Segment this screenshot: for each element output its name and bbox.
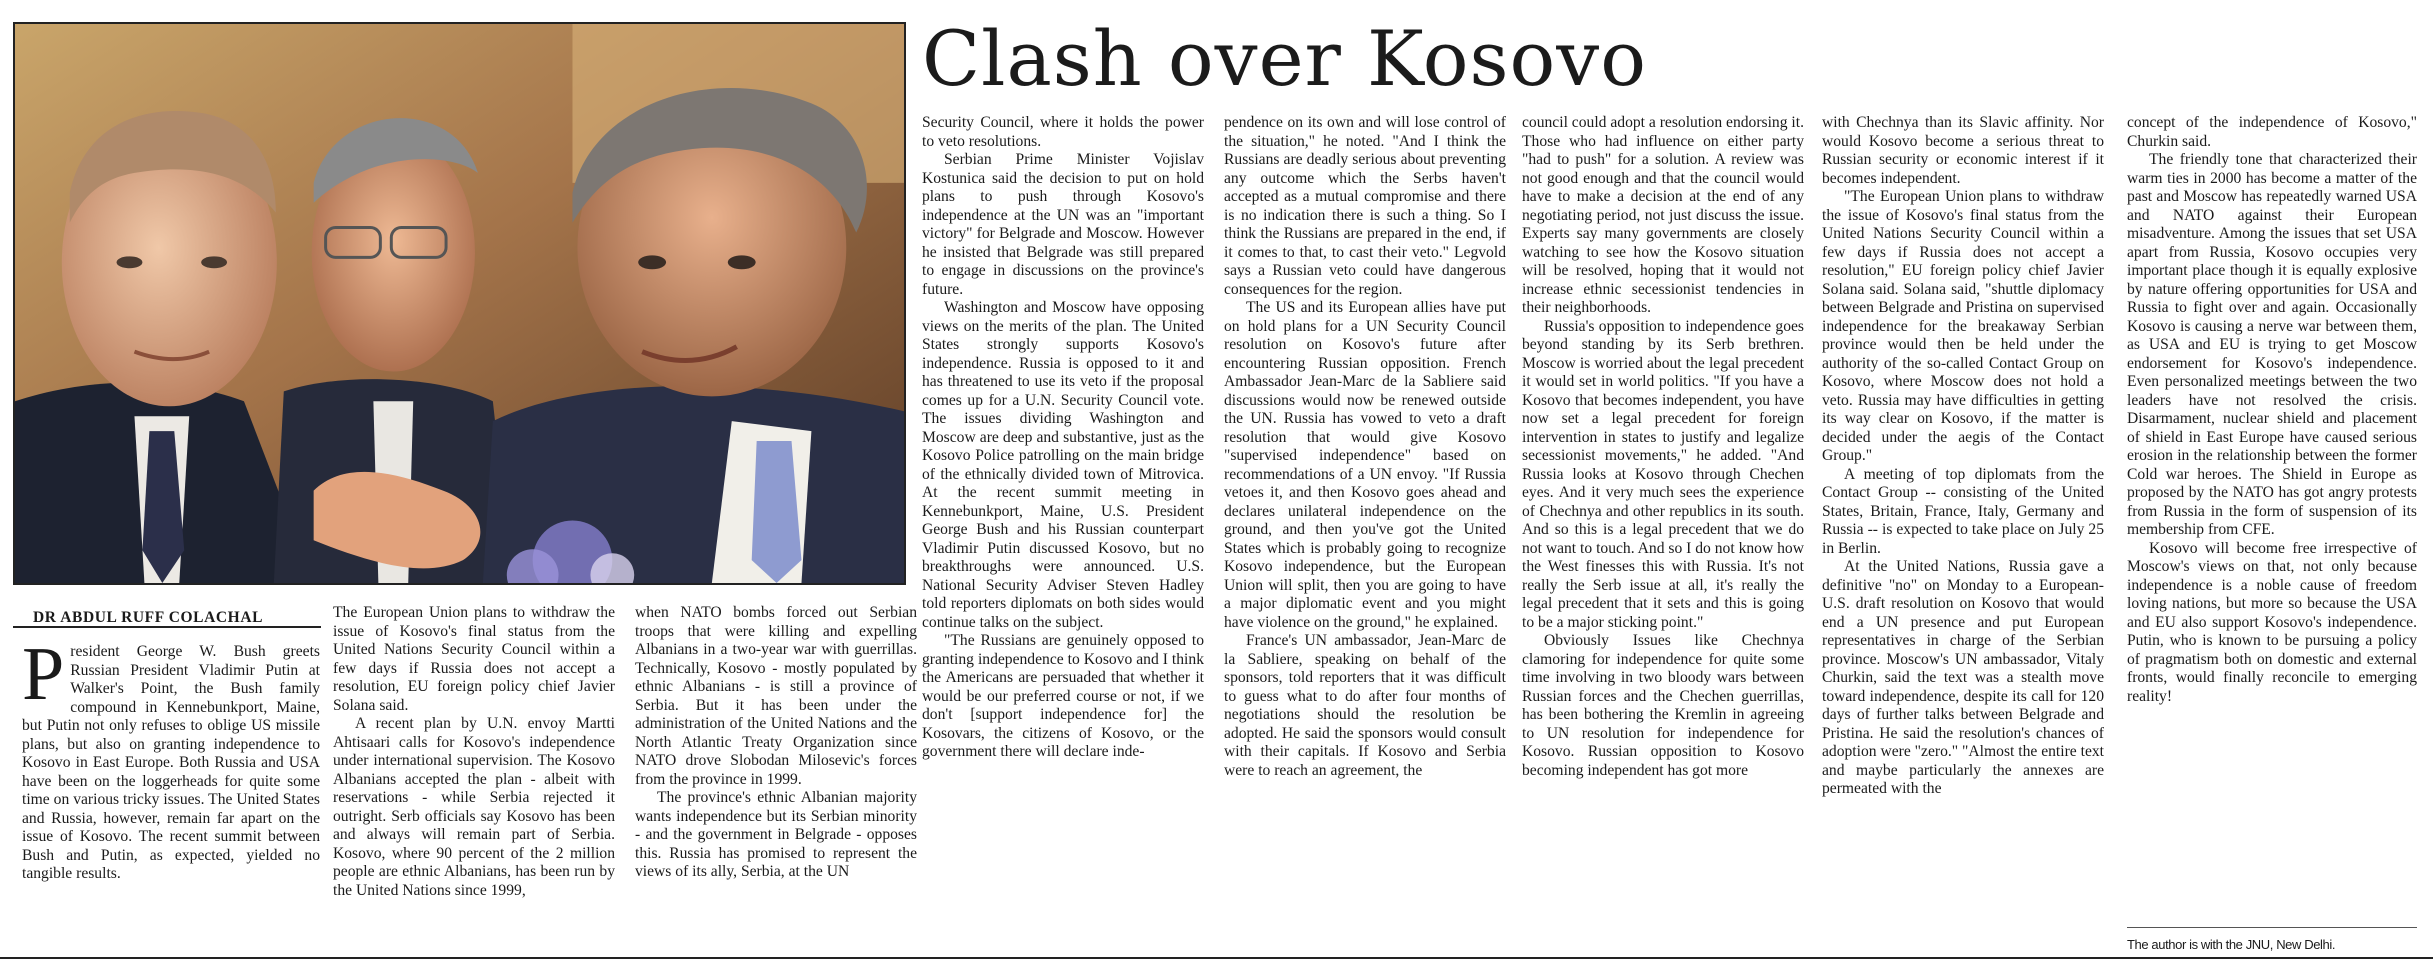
- paragraph: "The European Union plans to withdraw the issue of Kosovo's final status from the United Nations Security Council within a few days if Russia does not accept a resolution," EU foreign policy chief Javier Solana said. Solana said, "shuttle diplomacy between Belgrade and Pristina on supervised independence for the breakaway Serbian province would then be held under the authority of the so-called Contact Group on Kosovo, where Moscow does not hold a veto. Russia may have difficulties in getting its way clear on Kosovo, if the matter is decided under the aegis of the Contact Group.": [1822, 188, 2104, 464]
- drop-cap: P: [22, 632, 65, 716]
- byline: DR ABDUL RUFF COLACHAL: [33, 609, 264, 626]
- paragraph: A meeting of top diplomats from the Contact Group -- consisting of the United States, Britain, France, Italy, Germany and Russia -- is expected to take place on July 25 in Berlin.: [1822, 465, 2104, 557]
- paragraph: Obviously Issues like Chechnya clamoring for independence for quite some time involving in two bloody wars between Russian forces and the Chechen guerrillas, has been bothering the Kremlin in agreeing to UN resolution for independence for Kosovo. Russian opposition to Kosovo becoming independent has got more: [1522, 632, 1804, 779]
- column-7: [1822, 0, 2104, 966]
- column-3: [635, 0, 917, 966]
- paragraph: Serbian Prime Minister Vojislav Kostunica said the decision to put on hold plans to push through Kosovo's independence at the UN was an "important victory" for Belgrade and Moscow. However he insisted that Belgrade was still prepared to engage in discussions on the province's future.: [922, 151, 1204, 298]
- paragraph: Russia's opposition to independence goes beyond standing by its Serb brethren. Moscow is worried about the legal precedent it would set in world politics. "If you have a Kosovo that becomes independent, you have now set a legal precedent for foreign intervention in states to justify and legalize secessionist movements," he added. "And Russia looks at Kosovo through Chechen eyes. And it very much sees the experience of Chechnya and other republics in its south. And so this is a legal precedent that we do not want to touch. And so I do not know how the West finesses this with Russia. It's not really the Serb issue at all, it's really the legal precedent that it sets and this is going to be a major sticking point.": [1522, 317, 1804, 631]
- paragraph: Washington and Moscow have opposing views on the merits of the plan. The United States strongly supports Kosovo's independence. Russia is opposed to it and has threatened to use its veto if the proposal comes up for a U.N. Security Council vote. The issues dividing Washington and Moscow are deep and substantive, just as the Kosovo Police patrolling on the main bridge of the ethnically divided town of Mitrovica. At the recent summit meeting in Kennebunkport, Maine, U.S. President George Bush and his Russian counterpart Vladimir Putin discussed Kosovo, but no breakthroughs were announced. U.S. National Security Adviser Steven Hadley told reporters diplomats on both sides would continue talks on the subject.: [922, 299, 1204, 631]
- paragraph: pendence on its own and will lose control of the situation," he noted. "And I think the Russians are deadly serious about preventing any outcome which the Serbs haven't accepted as a mutual compromise and there is no indication there is such a thing. So I think the Russians are prepared in the end, if it comes to that, to cast their veto." Legvold says a Russian veto could have dangerous consequences for the region.: [1224, 114, 1506, 298]
- paragraph: concept of the independence of Kosovo," Churkin said.: [2127, 114, 2417, 150]
- paragraph: when NATO bombs forced out Serbian troops that were killing and expelling Albanians in a two-year war with guerrillas. Technically, Kosovo - mostly populated by ethnic Albanians - is still a province of Serbia. But it has been under the administration of the United Nations and the North Atlantic Treaty Organization since NATO drove Slobodan Milosevic's forces from the province in 1999.: [635, 604, 917, 788]
- column-5: [1224, 0, 1506, 966]
- author-note: The author is with the JNU, New Delhi.: [2127, 937, 2336, 952]
- paragraph: The US and its European allies have put on hold plans for a UN Security Council resolution on Kosovo's future after encountering Russian opposition. French Ambassador Jean-Marc de la Sabliere said discussions would now be renewed outside the UN. Russia has vowed to veto a draft resolution that would give Kosovo "supervised independence" based on recommendations of a UN envoy. "If Russia vetoes it, and then Kosovo goes ahead and declares unilateral independence on the ground, and then you've got the United States which is probably going to recognize Kosovo independence, but the European Union will split, then you are going to have a major diplomatic event and you might have violence on the ground," he explained.: [1224, 299, 1506, 631]
- paragraph: At the United Nations, Russia gave a definitive "no" on Monday to a European-U.S. draft resolution on Kosovo that would end a UN presence and put European representatives in charge of the Serbian province. Moscow's UN ambassador, Vitaly Churkin, said the text was a stealth move toward independence, despite its call for 120 days of further talks between Belgrade and Pristina. He said the resolution's chances of adoption were "zero." "Almost the entire text and maybe particularly the annexes are permeated with the: [1822, 558, 2104, 797]
- paragraph: The province's ethnic Albanian majority wants independence but its Serbian minority - and the government in Belgrade - opposes this. Russia has promised to represent the views of its ally, Serbia, at the UN: [635, 789, 917, 880]
- column-1: [22, 0, 320, 966]
- lead-text: resident George W. Bush greets Russian President Vladimir Putin at Walker's Point, the Bush family compound in Kennebunkport, Maine, but Putin not only refuses to oblige US missile plans, but also on granting independence to Kosovo in East Europe. Both Russia and USA have been on the loggerheads for quite some time on various tricky issues. The United States and Russia, however, remain far apart on the issue of Kosovo. The recent summit between Bush and Putin, as expected, yielded no tangible results.: [22, 643, 320, 882]
- column-4: [922, 0, 1204, 966]
- paragraph: with Chechnya than its Slavic affinity. Nor would Kosovo become a serious threat to Russian security or economic interest if it becomes independent.: [1822, 114, 2104, 187]
- lead-paragraph: [22, 632, 320, 884]
- paragraph: council could adopt a resolution endorsing it. Those who had influence on either party "had to push" for a solution. A review was not good enough and that the council would have to make a decision at the end of any negotiating period, not just discuss the issue. Experts say many governments are closely watching to see how the Kosovo situation will be resolved, hoping that it would not increase ethnic secessionist tendencies in their neighborhoods.: [1522, 114, 1804, 316]
- column-6: [1522, 0, 1804, 966]
- paragraph: France's UN ambassador, Jean-Marc de la Sabliere, speaking on behalf of the sponsors, told reporters that it was difficult to guess what to do after four months of negotiations should the resolution be adopted. He said the sponsors would consult with their capitals. If Kosovo and Serbia were to reach an agreement, the: [1224, 632, 1506, 779]
- paragraph: "The Russians are genuinely opposed to granting independence to Kosovo and I think the Americans are persuaded that whether it would be our preferred course or not, if we don't [support independence for] the Kosovars, the citizens of Kosovo, or the government there will declare inde-: [922, 632, 1204, 760]
- paragraph: Kosovo will become free irrespective of Moscow's views on that, not only because independence is a noble cause of freedom loving nations, but more so because the USA and EU also support Kosovo's independence. Putin, who is known to be pursuing a policy of pragmatism both on domestic and external fronts, would finally reconcile to emerging reality!: [2127, 539, 2417, 705]
- column-2: [333, 0, 615, 966]
- paragraph: Security Council, where it holds the power to veto resolutions.: [922, 114, 1204, 150]
- page-bottom-rule: [0, 957, 2433, 959]
- paragraph: The European Union plans to withdraw the issue of Kosovo's final status from the United Nations Security Council within a few days if Russia does not accept a resolution, EU foreign policy chief Javier Solana said.: [333, 604, 615, 714]
- column-8: [2127, 0, 2417, 966]
- paragraph: The friendly tone that characterized their warm ties in 2000 has become a matter of the past and Moscow has repeatedly warned USA and NATO against their European misadventure. Among the issues that set USA apart from Russia, Kosovo occupies very important place though it is equally explosive by nature offering opportunities for USA and Russia to fight over and again. Occasionally Kosovo is causing a nerve war between them, as USA and EU is trying to get Moscow endorsement for Kosovo's independence. Even personalized meetings between the two leaders have not resolved the crisis. Disarmament, nuclear shield and placement of shield in East Europe have caused serious erosion in the relationship between the former Cold war heroes. The Shield in Europe as proposed by the NATO has got angry protests from Russia in the form of suspension of its membership from CFE.: [2127, 151, 2417, 538]
- paragraph: A recent plan by U.N. envoy Martti Ahtisaari calls for Kosovo's independence under international supervision. The Kosovo Albanians accepted the plan - albeit with reservations - while Serbia rejected it outright. Serb officials say Kosovo has been and always will remain part of Serbia. Kosovo, where 90 percent of the 2 million people are ethnic Albanians, has been run by the United Nations since 1999,: [333, 715, 615, 899]
- headline: Clash over Kosovo: [922, 14, 1647, 103]
- author-note-rule: [2127, 927, 2417, 928]
